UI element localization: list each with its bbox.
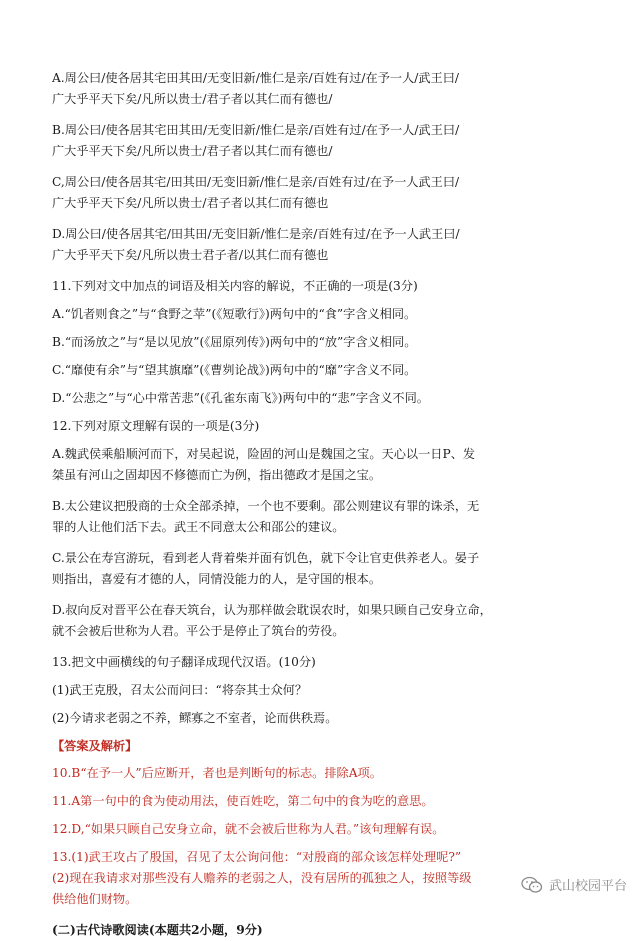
q11-option-c: C.“靡使有余”与“望其旗靡”(《曹刿论战》)两句中的“靡”字含义不同。 bbox=[52, 363, 417, 377]
option-line: C.景公在寿宫游玩，看到老人背着柴并面有饥色，就下令让官吏供养老人。晏子 bbox=[52, 551, 480, 565]
option-line: A.魏武侯乘船顺河而下，对吴起说，险固的河山是魏国之宝。天心以一日P、发 bbox=[52, 447, 476, 461]
q11 bbox=[52, 276, 612, 409]
option-line: 广大乎平天下矣/凡所以贵士君子者/以其仁而有德也 bbox=[52, 248, 329, 262]
option-line: 则指出，喜爱有才德的人，同情没能力的人，是守国的根本。 bbox=[52, 572, 382, 586]
option-line: 桀虽有河山之固却因不修德而亡为例，指出德政才是国之宝。 bbox=[52, 468, 382, 482]
q10-option-b bbox=[52, 120, 612, 162]
answer-header: 【答案及解析】 bbox=[52, 739, 138, 753]
option-line: 罪的人让他们活下去。武王不同意太公和邵公的建议。 bbox=[52, 520, 345, 534]
option-line: B.周公曰/使各居其宅田其田/无变旧新/惟仁是亲/百姓有过/在予一人/武王曰/ bbox=[52, 123, 460, 137]
watermark bbox=[521, 875, 627, 894]
q12 bbox=[52, 416, 612, 642]
q13-sentence-1: (1)武王克殷，召太公而问曰：“将奈其士众何？ bbox=[52, 683, 308, 697]
q11-option-d: D.“公悲之”与“心中常苦悲”(《孔雀东南飞》)两句中的“悲”字含义不同。 bbox=[52, 391, 429, 405]
answer-10: 10.B“在予一人”后应断开，者也是判断句的标志。排除A项。 bbox=[52, 766, 382, 780]
q12-option-a bbox=[52, 444, 612, 486]
q11-option-b: B.“而汤放之”与“是以见放”(《屈原列传》)两句中的“放”字含义相同。 bbox=[52, 335, 417, 349]
q12-stem: 12.下列对原文理解有误的一项是(3分) bbox=[52, 419, 260, 433]
answer-line: 供给他们财物。 bbox=[52, 892, 138, 906]
q10-options bbox=[52, 68, 612, 266]
answer-line: (2)现在我请求对那些没有人赡养的老弱之人，没有居所的孤独之人，按照等级 bbox=[52, 871, 472, 885]
q11-option-a: A.“饥者则食之”与“食野之苹”(《短歌行》)两句中的“食”字含义相同。 bbox=[52, 307, 417, 321]
q10-option-d bbox=[52, 224, 612, 266]
answer-line: 13.(1)武王攻占了殷国，召见了太公询问他：“对殷商的部众该怎样处理呢?” bbox=[52, 850, 462, 864]
option-line: B.太公建议把殷商的士众全部杀掉，一个也不要剩。邵公则建议有罪的诛杀，无 bbox=[52, 499, 480, 513]
q13 bbox=[52, 652, 612, 729]
option-line: 就不会被后世称为人君。平公于是停止了筑台的劳役。 bbox=[52, 624, 345, 638]
option-line: C,周公曰/使各居其宅/田其田/无变旧新/惟仁是亲/百姓有过/在予一人武王曰/ bbox=[52, 175, 460, 189]
option-line: 广大乎平天下矣/凡所以贵士/君子者以其仁而有德也/ bbox=[52, 144, 333, 158]
q13-sentence-2: (2)今请求老弱之不养，鳏寡之不室者，论而供秩焉。 bbox=[52, 711, 338, 725]
q12-option-c bbox=[52, 548, 612, 590]
option-line: 广大乎平天下矣/凡所以贵士/君子者以其仁而有德也/ bbox=[52, 92, 333, 106]
answer-12: 12.D,“如果只顾自己安身立命，就不会被后世称为人君。”该句理解有误。 bbox=[52, 822, 445, 836]
document-page bbox=[52, 68, 612, 941]
option-line: D.周公曰/使各居其宅/田其田/无变旧新/惟仁是亲/百姓有过/在予一人武王曰/ bbox=[52, 227, 460, 241]
wechat-icon bbox=[521, 876, 543, 894]
q10-option-c bbox=[52, 172, 612, 214]
q12-option-b bbox=[52, 496, 612, 538]
option-line: A.周公曰/使各居其宅田其田/无变旧新/惟仁是亲/百姓有过/在予一人/武王曰/ bbox=[52, 71, 460, 85]
q12-option-d bbox=[52, 600, 612, 642]
q10-option-a bbox=[52, 68, 612, 110]
option-line: D.叔向反对晋平公在春天筑台，认为那样做会耽误农时，如果只顾自己安身立命， bbox=[52, 603, 492, 617]
watermark-text: 武山校园平台 bbox=[548, 879, 627, 894]
section-heading: (二)古代诗歌阅读(本题共2小题，9分) bbox=[52, 923, 263, 937]
q11-stem: 11.下列对文中加点的词语及相关内容的解说，不正确的一项是(3分) bbox=[52, 279, 418, 293]
answer-11: 11.A第一句中的食为使动用法，使百姓吃，第二句中的食为吃的意思。 bbox=[52, 794, 434, 808]
option-line: 广大乎平天下矣/凡所以贵士/君子者以其仁而有德也 bbox=[52, 196, 329, 210]
q13-stem: 13.把文中画横线的句子翻译成现代汉语。(10分) bbox=[52, 655, 316, 669]
